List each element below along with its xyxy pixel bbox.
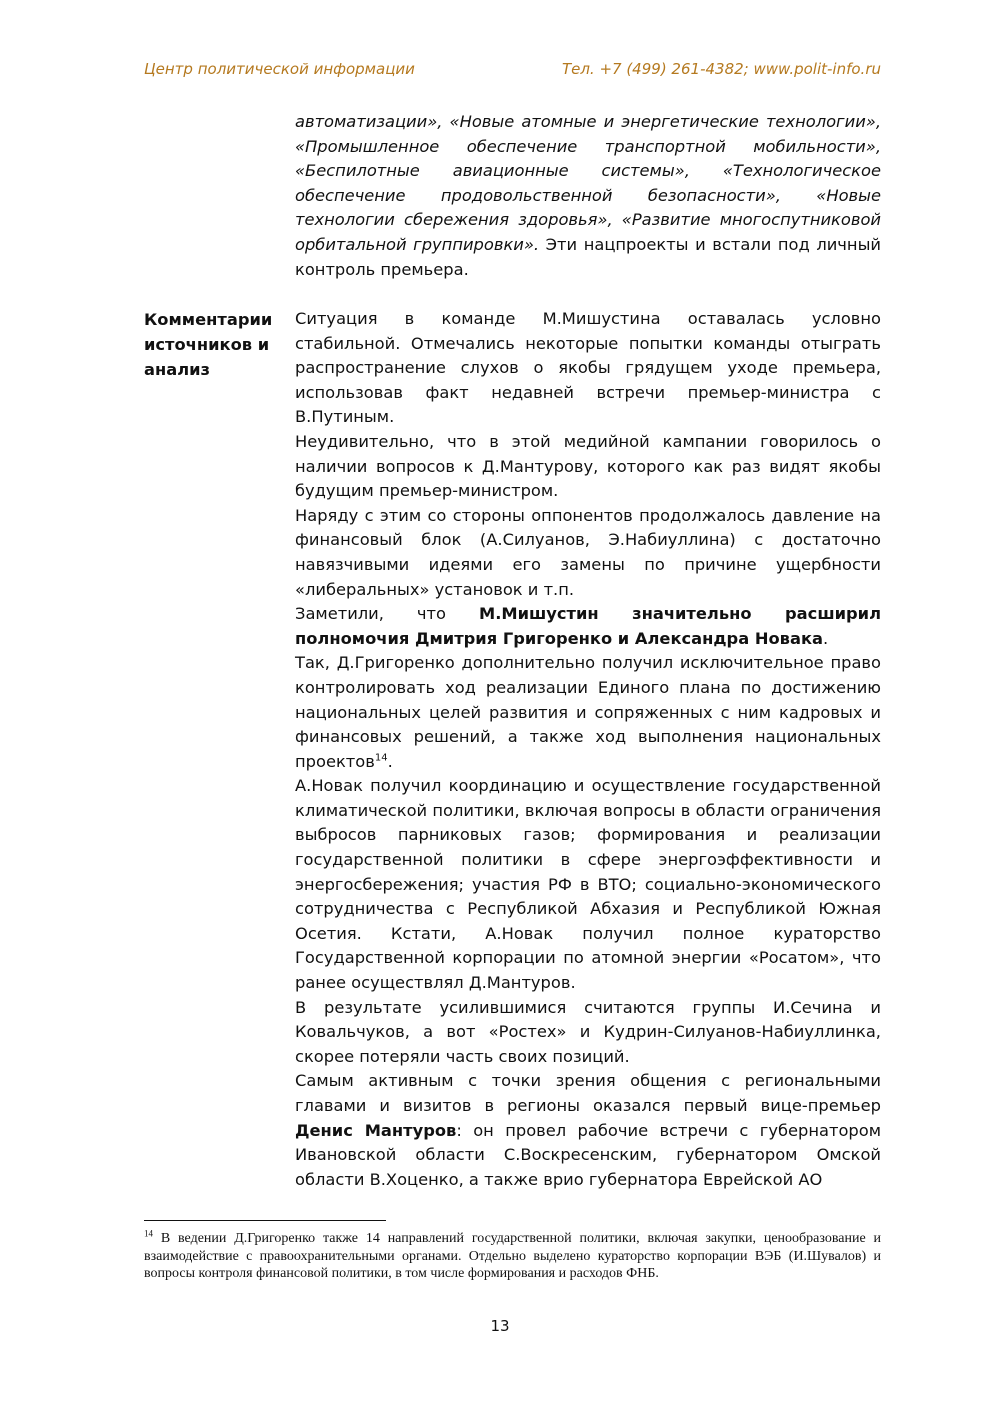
header-contact: Тел. +7 (499) 261-4382; www.polit-info.ru [561, 60, 881, 78]
paragraph-manturov-visits [295, 1069, 881, 1192]
comments-section [295, 307, 881, 1192]
footnote-text: В ведении Д.Григоренко также 14 направлений государственной политики, включая закупки, ценообразование и взаимодействие с правоохранительными органами. Отдельно выделено кураторство корпорации ВЭБ (И.Шувалов) и вопросы контроля финансовой политики, в том числе формирования и расходов ФНБ. [144, 1231, 881, 1281]
section-label: Комментарии источников и анализ [144, 310, 273, 379]
expanded-powers-end: . [823, 628, 829, 648]
paragraph-novak: А.Новак получил координацию и осуществление государственной климатической политики, включая вопросы в области ограничения выбросов парниковых газов; формирования и реализации государственной политики в сфере энергоэффективности и энергосбережения; участия РФ в ВТО; социально-экономического сотрудничества с Республикой Абхазия и Республикой Южная Осетия. Кстати, А.Новак получил полное кураторство Государственной корпорации по атомной энергии «Росатом», что ранее осуществлял Д.Мантуров. [295, 776, 881, 993]
manturov-visits-rest: : он провел рабочие встречи с губернатором Ивановской области С.Воскресенским, губернатором Омской области В.Хоценко, а также врио губернатора Еврейской АО [295, 1120, 881, 1189]
footnote [144, 1230, 881, 1283]
manturov-name: Денис Мантуров [295, 1120, 457, 1140]
paragraph-grigorenko [295, 651, 881, 774]
expanded-powers-highlight: М.Мишустин значительно расширил полномочия Дмитрия Григоренко и Александра Новака [295, 604, 882, 648]
manturov-visits-lead: Самым активным с точки зрения общения с региональными главами и визитов в регионы оказался первый вице-премьер [295, 1071, 881, 1115]
expanded-powers-lead: Заметили, что [295, 604, 479, 624]
footnote-number: 14 [144, 1228, 153, 1239]
paragraph-team-situation: Ситуация в команде М.Мишустина оставалась условно стабильной. Отмечались некоторые попытки команды отыграть распространение слухов о якобы грядущем уходе премьера, использовав факт недавней встречи премьер-министра с В.Путиным. [295, 309, 881, 427]
footnote-separator [144, 1220, 386, 1221]
national-projects-list: автоматизации», «Новые атомные и энергетические технологии», «Промышленное обеспечение транспортной мобильности», «Беспилотные авиационные системы», «Технологическое обеспечение продовольственной безопасности», «Новые технологии сбережения здоровья», «Развитие многоспутниковой орбитальной группировки». [295, 112, 881, 254]
footnote-reference[interactable]: 14 [374, 752, 388, 764]
page-number: 13 [490, 1317, 510, 1335]
grigorenko-end: . [387, 751, 393, 771]
grigorenko-text: Так, Д.Григоренко дополнительно получил исключительное право контролировать ход реализации Единого плана по достижению национальных целей развития и сопряженных с ним кадровых и финансовых решений, а также ход выполнения национальных проектов [295, 653, 881, 771]
paragraph-groups: В результате усилившимися считаются группы И.Сечина и Ковальчуков, а вот «Ростех» и Кудрин-Силуанов-Набиуллинка, скорее потеряли часть своих позиций. [295, 997, 881, 1066]
header-org-name: Центр политической информации [144, 60, 415, 78]
paragraph-financial-block: Наряду с этим со стороны оппонентов продолжалось давление на финансовый блок (А.Силуанов, Э.Набиуллина) с достаточно навязчивыми идеями его замены по причине ущербности «либеральных» установок и т.п. [295, 505, 881, 599]
paragraph-expanded-powers [295, 602, 881, 651]
national-projects-conclusion: Эти нацпроекты и встали под личный контроль премьера. [295, 234, 882, 279]
national-projects-paragraph [295, 110, 881, 282]
page-header [144, 60, 881, 84]
paragraph-manturov-campaign: Неудивительно, что в этой медийной кампании говорилось о наличии вопросов к Д.Мантурову, которого как раз видят якобы будущим премьер-министром. [295, 431, 881, 501]
